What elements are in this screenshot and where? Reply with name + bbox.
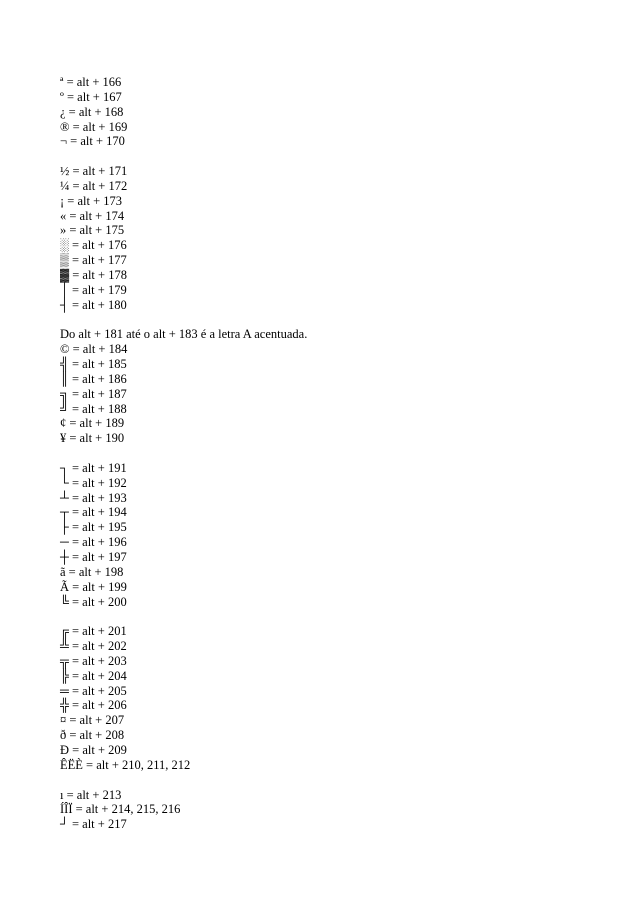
text-line: ╣ = alt + 185 xyxy=(60,357,127,372)
text-line: © = alt + 184 xyxy=(60,342,128,357)
text-line: ╬ = alt + 206 xyxy=(60,698,127,713)
text-line: ═ = alt + 205 xyxy=(60,683,127,698)
text-line: ¥ = alt + 190 xyxy=(60,431,125,446)
text-line: ı = alt + 213 xyxy=(60,787,122,802)
blank-line xyxy=(60,609,600,624)
text-line: ª = alt + 166 xyxy=(60,75,122,89)
text-line: ░ = alt + 176 xyxy=(60,238,127,253)
text-line: Ã = alt + 199 xyxy=(60,579,127,594)
text-line: ├ = alt + 195 xyxy=(60,520,127,535)
text-line: ã = alt + 198 xyxy=(60,564,124,579)
text-line: ─ = alt + 196 xyxy=(60,535,127,550)
document-page xyxy=(60,75,600,832)
text-line: ╩ = alt + 202 xyxy=(60,639,127,654)
blank-line xyxy=(60,446,600,461)
text-line: ╝ = alt + 188 xyxy=(60,401,127,416)
text-line: ¢ = alt + 189 xyxy=(60,416,125,431)
text-line: ▓ = alt + 178 xyxy=(60,267,127,282)
text-line: Ð = alt + 209 xyxy=(60,742,127,757)
text-line: ½ = alt + 171 xyxy=(60,164,128,179)
blank-line xyxy=(60,149,600,164)
text-line: ╚ = alt + 200 xyxy=(60,594,127,609)
text-line: « = alt + 174 xyxy=(60,208,125,223)
text-line: ┬ = alt + 194 xyxy=(60,505,127,520)
text-line: │ = alt + 179 xyxy=(60,282,127,297)
text-line: Do alt + 181 até o alt + 183 é a letra A acentuada. xyxy=(60,327,308,342)
text-line: └ = alt + 192 xyxy=(60,475,127,490)
text-line: » = alt + 175 xyxy=(60,223,125,238)
text-line: ¡ = alt + 173 xyxy=(60,193,123,208)
text-line: ® = alt + 169 xyxy=(60,119,128,134)
text-line: ╠ = alt + 204 xyxy=(60,668,127,683)
text-line: ¿ = alt + 168 xyxy=(60,104,124,119)
text-line: ╦ = alt + 203 xyxy=(60,653,127,668)
text-line: ╗ = alt + 187 xyxy=(60,386,127,401)
text-line: ┴ = alt + 193 xyxy=(60,490,127,505)
text-line: ¬ = alt + 170 xyxy=(60,134,125,149)
blank-line xyxy=(60,773,600,788)
text-line: ║ = alt + 186 xyxy=(60,371,127,386)
text-line: ¼ = alt + 172 xyxy=(60,178,128,193)
text-line: ð = alt + 208 xyxy=(60,728,125,743)
text-line: ┼ = alt + 197 xyxy=(60,550,127,564)
text-line: ┐ = alt + 191 xyxy=(60,460,127,475)
text-line: ÍÎÏ = alt + 214, 215, 216 xyxy=(60,802,181,817)
text-line: ÊËÈ = alt + 210, 211, 212 xyxy=(60,757,191,772)
text-line: ┤ = alt + 180 xyxy=(60,297,127,312)
text-line: ¤ = alt + 207 xyxy=(60,713,125,728)
text-line: ┘ = alt + 217 xyxy=(60,817,127,832)
blank-line xyxy=(60,313,600,328)
text-line: ╔ = alt + 201 xyxy=(60,624,127,639)
text-line: ▒ = alt + 177 xyxy=(60,253,127,268)
text-line: º = alt + 167 xyxy=(60,89,122,104)
